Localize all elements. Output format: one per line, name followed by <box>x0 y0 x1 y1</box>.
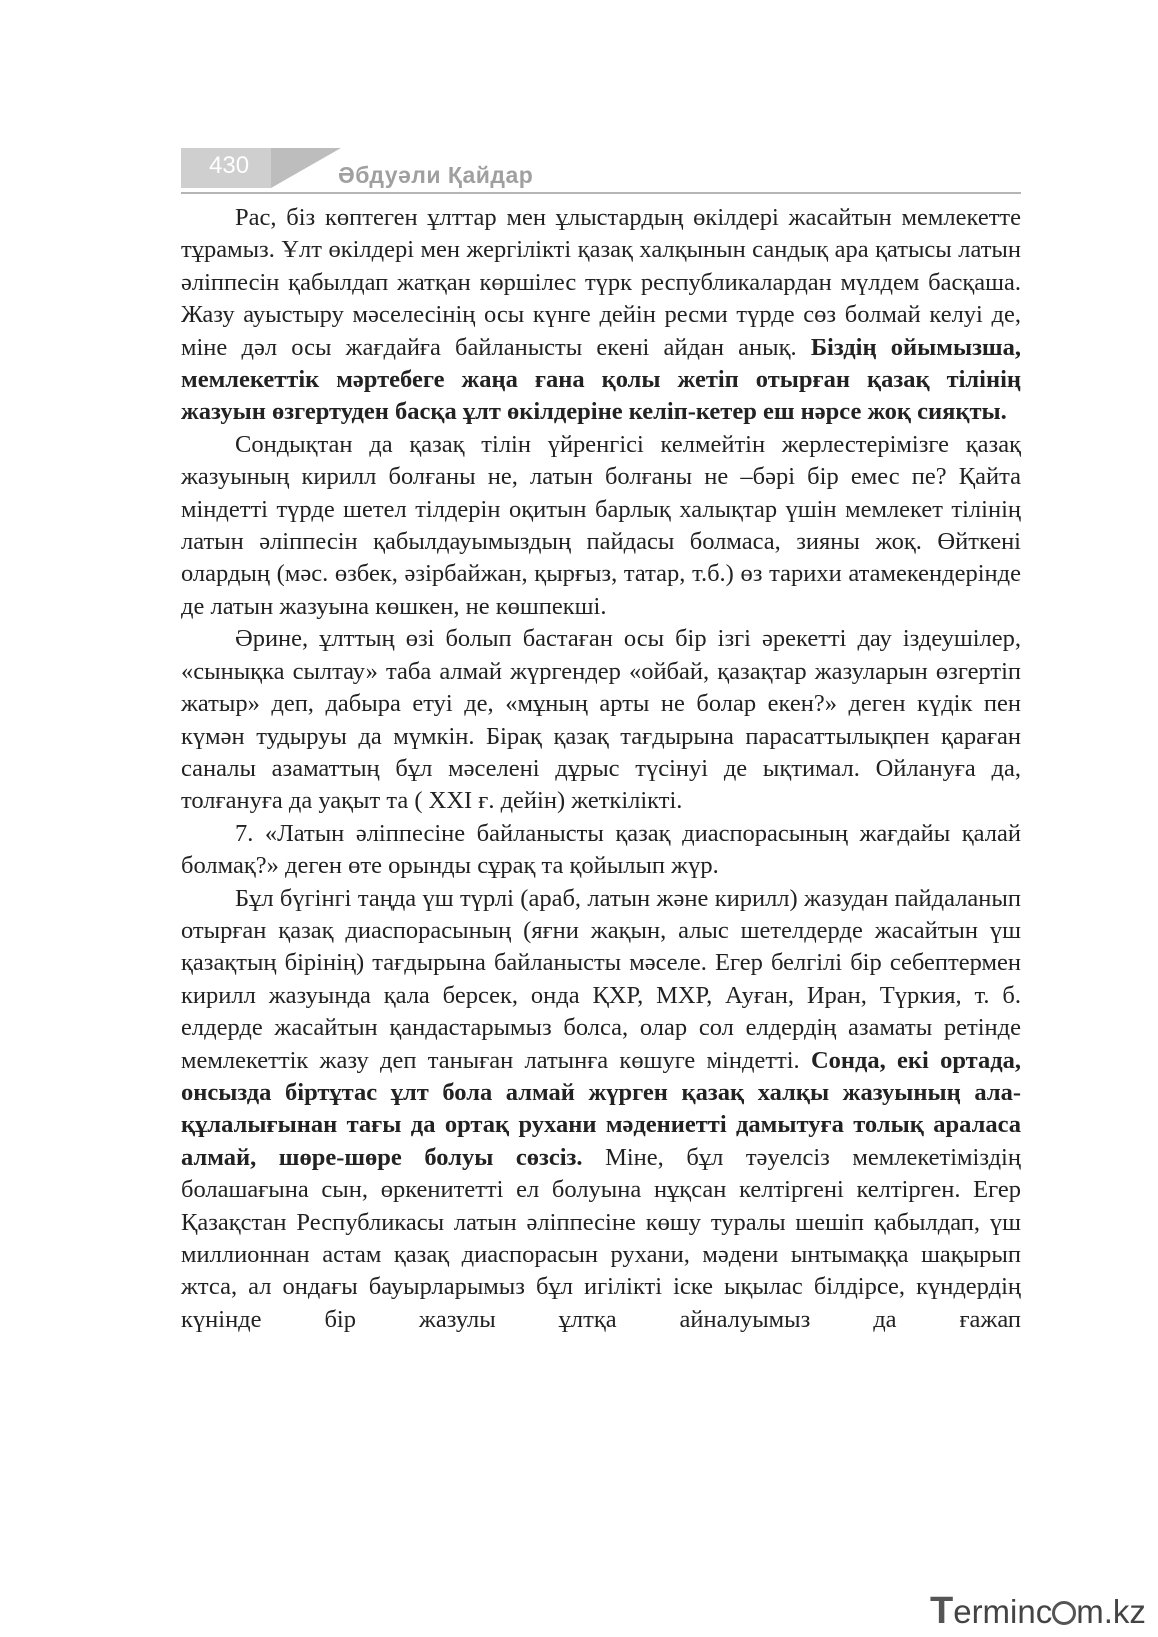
paragraph-4-text: 7. «Латын әліппесіне байланысты қазақ диаспорасының жағдайы қалай болмақ?» деген өте орынды сұрақ та қойылып жүр. <box>181 819 1021 880</box>
magnifier-icon <box>1052 1601 1076 1625</box>
paragraph-1-text: Рас, біз көптеген ұлттар мен ұлыстардың өкілдері жасайтын мемлекетте тұрамыз. Ұлт өкілдері мен жергілікті қазақ халқынын сандық ара қатысы латын әліппесін қабылдап жатқан көршілес түрк республикалардан мүлдем басқаша. Жазу ауыстыру мәселесінің осы күнге дейін ресми түрде сөз болмай келуі де, міне дәл осы жағдайға байланысты екені айдан анық. <box>181 204 1021 361</box>
author-name: Әбдуәли Қайдар <box>338 162 534 188</box>
watermark-suffix: m.kz <box>1076 1593 1146 1630</box>
paragraph-2 <box>181 429 1021 623</box>
paragraph-1 <box>181 202 1021 429</box>
page-number: 430 <box>209 152 250 179</box>
paragraph-5-bold: Сонда, екі ортада, онсызда біртұтас ұлт бола алмай жүрген қазақ халқы жазуының ала-құлалығынан тағы да ортақ рухани мәдениетті дамытуға толық араласа алмай, шөре-шөре болуы сөзсіз. <box>181 1046 1021 1171</box>
termincom-watermark <box>930 1590 1146 1633</box>
paragraph-5-tail: Міне, бұл тәуелсіз мемлекетіміздің болашағына сын, өркенитетті ел болуына нұқсан келтіргені келтірген. Егер Қазақстан Республикасы латын әліппесіне көшу туралы шешіп қабылдап, үш миллионнан астам қазақ диаспорасын рухани, мәдени ынтымаққа шақырып жтса, ал ондағы бауырларымыз бұл игілікті іске ықылас білдірсе, күндердің күнінде бір жазулы ұлтқа айналуымыз да ғажап <box>181 1143 1021 1333</box>
header-rule <box>181 192 1021 194</box>
paragraph-3 <box>181 623 1021 817</box>
paragraph-4 <box>181 818 1021 883</box>
paragraph-5-text: Бұл бүгінгі таңда үш түрлі (араб, латын және кирилл) жазудан пайдаланып отырған қазақ диаспорасының (яғни жақын, алыс шетелдерде жасайтын үш қазақтың бірінің) тағдырына байланысты мәселе. Егер белгілі бір себептермен кирилл жазуында қала берсек, онда ҚХР, МХР, Ауған, Иран, Түркия, т. б. елдерде жасайтын қандастарымыз болса, олар сол елдердің азаматы ретінде мемлекеттік жазу деп таныған латынға көшуге міндетті. <box>181 884 1021 1074</box>
paragraph-5 <box>181 883 1021 1337</box>
paragraph-2-text: Сондықтан да қазақ тілін үйренгісі келмейтін жерлестерімізге қазақ жазуының кирилл болғаны не, латын болғаны не –бәрі бір емес пе? Қайта міндетті түрде шетел тілдерін оқитын барлық халықтар үшін мемлекет тілінің латын әліппесін қабылдауымыздың пайдасы болмаса, зияны жоқ. Өйткені олардың (мәс. өзбек, әзірбайжан, қырғыз, татар, т.б.) өз тарихи атамекендерінде де латын жазуына көшкен, не көшпекші. <box>181 430 1021 620</box>
watermark-prefix: T <box>930 1590 954 1632</box>
paragraph-1-bold: Біздің ойымызша, мемлекеттік мәртебеге жаңа ғана қолы жетіп отырған қазақ тілінің жазуын өзгертуден басқа ұлт өкілдеріне келіп-кетер еш нәрсе жоқ сияқты. <box>181 333 1021 426</box>
running-header <box>181 148 1021 200</box>
page-number-box <box>181 148 271 188</box>
header-wedge <box>271 148 341 188</box>
paragraph-3-text: Әрине, ұлттың өзі болып бастаған осы бір ізгі әрекетті дау іздеушілер, «сынықка сылтау» таба алмай жүргендер «ойбай, қазақтар жазуларын өзгертіп жатыр» деп, дабыра етуі де, «мұның арты не болар екен?» деген күдік пен күмән тудыруы да мүмкін. Бірақ қазақ тағдырына парасаттылықпен қараған саналы азаматтың бұл мәселені дұрыс түсінуі де ықтимал. Ойлануға да, толғануға да уақыт та ( XXI ғ. дейін) жеткілікті. <box>181 625 1021 815</box>
page-body <box>181 202 1021 1336</box>
watermark-middle: erminc <box>953 1593 1053 1630</box>
